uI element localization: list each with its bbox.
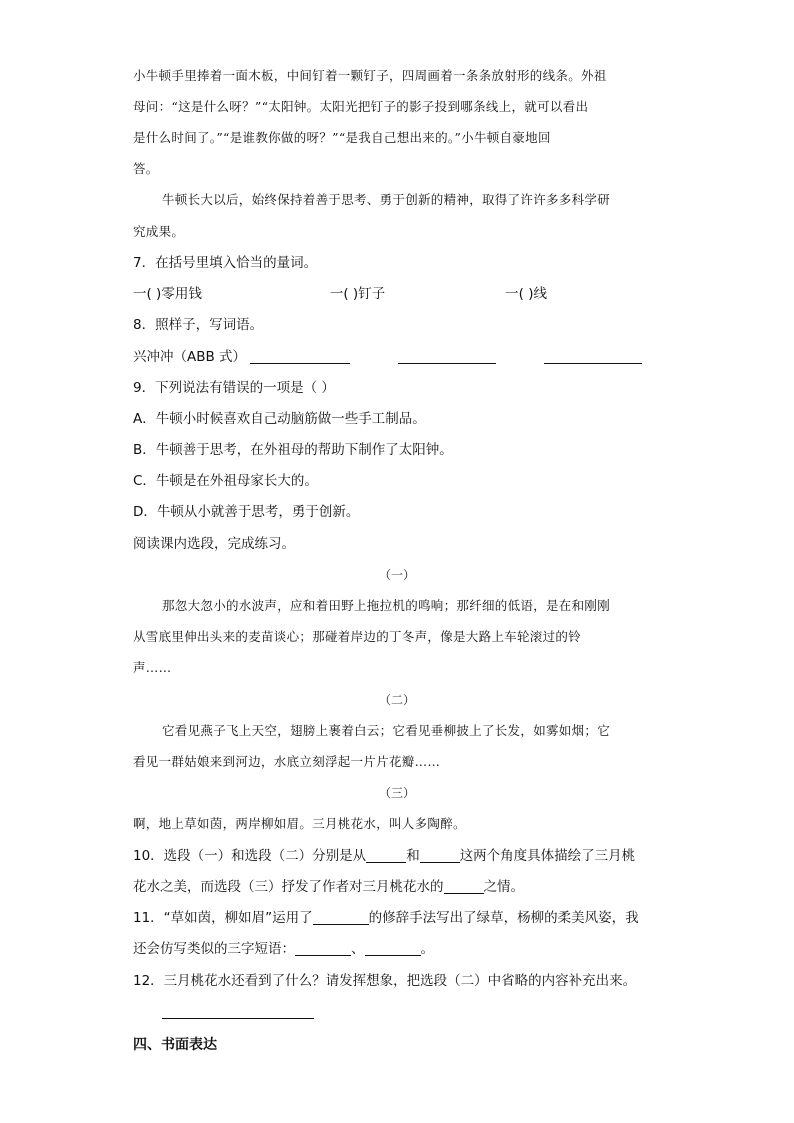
section-3-line: 啊，地上草如茵，两岸柳如眉。三月桃花水，叫人多陶醉。 bbox=[133, 816, 466, 831]
question-7-stem: 7．在括号里填入恰当的量词。 bbox=[133, 255, 318, 271]
answer-blank[interactable] bbox=[444, 879, 484, 894]
section-2-line: 看见一群姑娘来到河边，水底立刻浮起一片片花瓣…… bbox=[133, 754, 441, 769]
answer-blank[interactable] bbox=[420, 848, 460, 863]
reading-intro: 阅读课内选段，完成练习。 bbox=[133, 536, 295, 552]
passage-line: 答。 bbox=[133, 161, 159, 176]
q9-option-a[interactable]: A．牛顿小时候喜欢自己动脑筋做一些手工制品。 bbox=[133, 411, 426, 427]
section-2-line: 它看见燕子飞上天空，翅膀上裹着白云；它看见垂柳披上了长发，如雾如烟；它 bbox=[162, 723, 611, 738]
q7-item-2: 一( )钉子 bbox=[329, 286, 386, 302]
passage-line: 小牛顿手里捧着一面木板，中间钉着一颗钉子，四周画着一条条放射形的线条。外祖 bbox=[133, 68, 607, 83]
section-1-line: 声…… bbox=[133, 660, 172, 675]
answer-blank[interactable] bbox=[295, 941, 351, 956]
q9-option-c[interactable]: C．牛顿是在外祖母家长大的。 bbox=[133, 473, 318, 489]
question-8-stem: 8．照样子，写词语。 bbox=[133, 317, 264, 333]
q9-option-d[interactable]: D．牛顿从小就善于思考，勇于创新。 bbox=[133, 504, 360, 520]
q7-item-1: 一( )零用钱 bbox=[133, 286, 202, 302]
question-11-line-1: 11．“草如茵，柳如眉”运用了 的修辞手法写出了绿草，杨柳的柔美风姿，我 bbox=[133, 910, 639, 926]
section-1-label: （一） bbox=[378, 568, 415, 582]
answer-blank[interactable] bbox=[250, 349, 350, 364]
section-1-line: 那忽大忽小的水波声，应和着田野上拖拉机的鸣响；那纤细的低语，是在和刚刚 bbox=[162, 598, 611, 613]
passage-line: 究成果。 bbox=[133, 224, 185, 239]
answer-blank[interactable] bbox=[365, 941, 421, 956]
section-3-label: （三） bbox=[378, 786, 415, 800]
q8-example: 兴冲冲（ABB 式） bbox=[133, 349, 247, 365]
passage-line: 母问：“这是什么呀？”“太阳钟。太阳光把钉子的影子投到哪条线上，就可以看出 bbox=[133, 99, 589, 114]
question-8-answers bbox=[133, 347, 642, 367]
question-11-line-2: 还会仿写类似的三字短语： 、 。 bbox=[133, 941, 434, 957]
q9-option-b[interactable]: B．牛顿善于思考，在外祖母的帮助下制作了太阳钟。 bbox=[133, 442, 453, 458]
answer-blank[interactable] bbox=[366, 848, 406, 863]
question-10-line-1: 10．选段（一）和选段（二）分别是从 和 这两个角度具体描绘了三月桃 bbox=[133, 848, 636, 864]
answer-blank[interactable] bbox=[544, 349, 642, 364]
answer-line[interactable] bbox=[162, 1018, 314, 1019]
q7-item-3: 一( )线 bbox=[505, 286, 547, 302]
question-10-line-2: 花水之美，而选段（三）抒发了作者对三月桃花水的 之情。 bbox=[133, 879, 524, 895]
answer-blank[interactable] bbox=[398, 349, 496, 364]
section-2-label: （二） bbox=[378, 693, 415, 707]
question-7-items bbox=[133, 284, 547, 304]
passage-line: 牛顿长大以后，始终保持着善于思考、勇于创新的精神，取得了许许多多科学研 bbox=[162, 192, 611, 207]
question-12-stem: 12．三月桃花水还看到了什么？请发挥想象，把选段（二）中省略的内容补充出来。 bbox=[133, 973, 637, 989]
question-9-stem: 9．下列说法有错误的一项是（ ） bbox=[133, 380, 335, 396]
answer-blank[interactable] bbox=[313, 910, 369, 925]
passage-line: 是什么时间了。”“是谁教你做的呀？”“是我自己想出来的。”小牛顿自豪地回 bbox=[133, 130, 551, 145]
section-1-line: 从雪底里伸出头来的麦苗谈心；那碰着岸边的丁冬声，像是大路上车轮滚过的铃 bbox=[133, 629, 582, 644]
section-4-title: 四、书面表达 bbox=[133, 1037, 217, 1053]
